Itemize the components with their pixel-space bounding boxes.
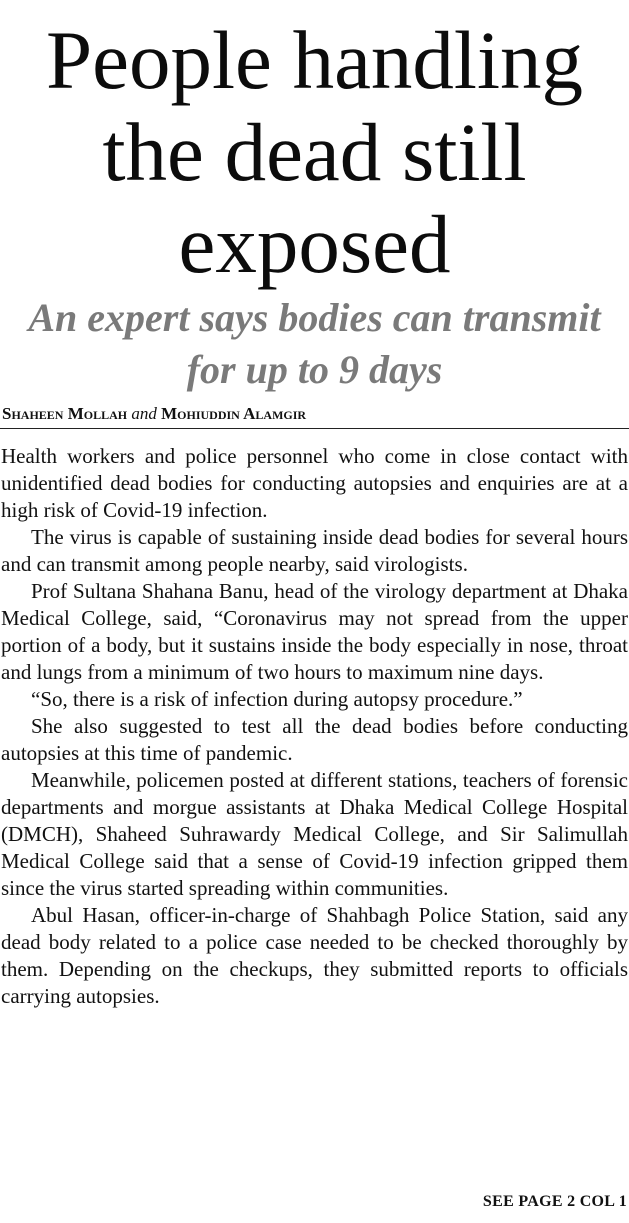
byline-conjunction: and (131, 404, 157, 423)
subheadline: An expert says bodies can transmit for up to 9 days (28, 295, 601, 392)
article-paragraph: The virus is capable of sustaining inside dead bodies for several hours and can transmit among people nearby, said virologists. (1, 525, 628, 576)
article-body (0, 443, 629, 1010)
byline-author-1: Shaheen Mollah (2, 404, 128, 423)
article-paragraph: “So, there is a risk of infection during autopsy procedure.” (31, 687, 523, 711)
byline (2, 404, 629, 424)
article-paragraph: Meanwhile, policemen posted at different stations, teachers of forensic departments and morgue assistants at Dhaka Medical College Hospital (DMCH), Shaheed Suhrawardy Medical College, and Sir Salimullah Medical College said that a sense of Covid-19 infection gripped them since the virus started spreading within communities. (1, 768, 628, 900)
continuation-jump-line: SEE PAGE 2 COL 1 (482, 1193, 627, 1210)
article-paragraph: Prof Sultana Shahana Banu, head of the virology department at Dhaka Medical College, said, “Coronavirus may not spread from the upper portion of a body, but it sustains inside the body especially in nose, throat and lungs from a minimum of two hours to maximum nine days. (1, 579, 628, 684)
headline: People handling the dead still exposed (45, 14, 584, 290)
article-paragraph: Health workers and police personnel who come in close contact with unidentified dead bodies for conducting autopsies and enquiries are at a high risk of Covid-19 infection. (1, 444, 628, 522)
article-paragraph: She also suggested to test all the dead bodies before conducting autopsies at this time of pandemic. (1, 714, 628, 765)
byline-author-2: Mohiuddin Alamgir (161, 404, 307, 423)
byline-divider (0, 428, 629, 429)
article-paragraph: Abul Hasan, officer-in-charge of Shahbagh Police Station, said any dead body related to a police case needed to be checked thoroughly by them. Depending on the checkups, they submitted reports to officials carrying autopsies. (1, 903, 628, 1008)
